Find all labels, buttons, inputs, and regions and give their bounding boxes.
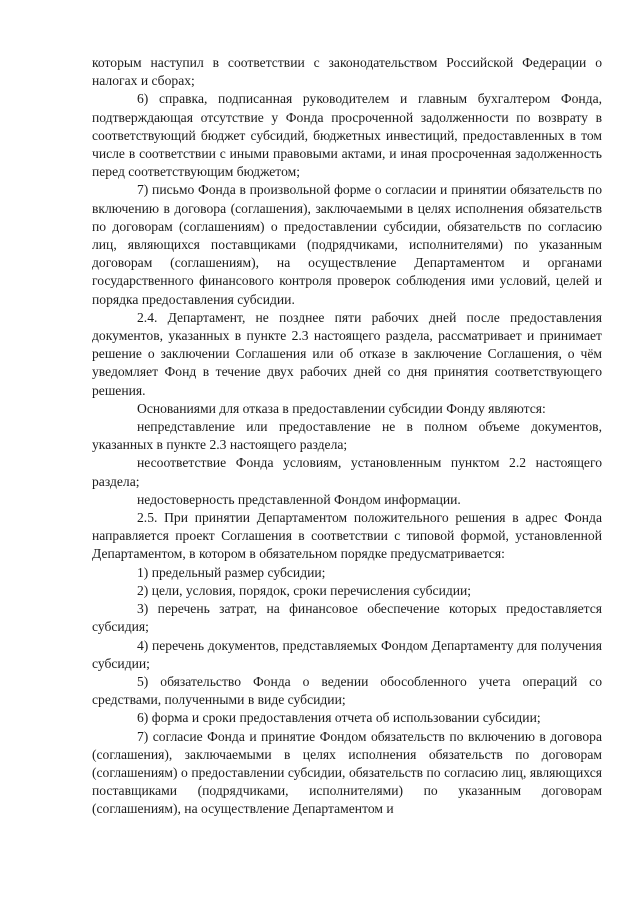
paragraph-11: 2) цели, условия, порядок, сроки перечисления субсидии; xyxy=(137,582,472,598)
paragraph-16: 7) согласие Фонда и принятие Фондом обязательств по включению в договора (соглашения), заключаемыми в целях исполнения обязательств по договорам (соглашениям) о предоставлении субсидии, обязательств по согласию лиц, являющихся поставщиками (подрядчиками, исполнителями) по указанным договорам (соглашениям), на осуществление Департаментом и xyxy=(92,728,602,817)
paragraph-6: непредставление или предоставление не в полном объеме документов, указанных в пункте 2.3 настоящего раздела; xyxy=(92,419,602,453)
paragraph-3: 7) письмо Фонда в произвольной форме о согласии и принятии обязательств по включению в договора (соглашения), заключаемыми в целях исполнения обязательств по договорам (соглашениям) о предоставлении субсидии, обязательств по согласию лиц, являющихся поставщиками (подрядчиками, исполнителями) по указанным договорам (соглашениям), на осуществление Департаментом и органами государственного финансового контроля проверок соблюдения ими условий, целей и порядка предоставления субсидии. xyxy=(92,182,602,307)
paragraph-14: 5) обязательство Фонда о ведении обособленного учета операций со средствами, полученными в виде субсидии; xyxy=(92,673,602,708)
paragraph-2: 6) справка, подписанная руководителем и главным бухгалтером Фонда, подтверждающая отсутствие у Фонда просроченной задолженности по возврату в соответствующий бюджет субсидий, бюджетных инвестиций, предоставленных в том числе в соответствии с иными правовыми актами, и иная просроченная задолженность перед соответствующим бюджетом; xyxy=(92,91,602,180)
paragraph-8: недостоверность представленной Фондом информации. xyxy=(137,491,461,507)
paragraph-5: Основаниями для отказа в предоставлении субсидии Фонду являются: xyxy=(137,400,546,416)
paragraph-13: 4) перечень документов, представляемых Фондом Департаменту для получения субсидии; xyxy=(92,637,602,671)
paragraph-4: 2.4. Департамент, не позднее пяти рабочих дней после предоставления документов, указанных в пункте 2.3 настоящего раздела, рассматривает и принимает решение о заключении Соглашения или об отказе в заключение Соглашения, о чём уведомляет Фонд в течение двух рабочих дней со дня принятия соответствующего решения. xyxy=(92,309,602,398)
paragraph-15: 6) форма и сроки предоставления отчета об использовании субсидии; xyxy=(137,710,541,726)
paragraph-1: которым наступил в соответствии с законодательством Российской Федерации о налогах и сборах; xyxy=(92,55,602,89)
paragraph-12: 3) перечень затрат, на финансовое обеспечение которых предоставляется субсидия; xyxy=(92,601,602,635)
document-body xyxy=(92,54,602,819)
paragraph-10: 1) предельный размер субсидии; xyxy=(137,564,326,580)
paragraph-9: 2.5. При принятии Департаментом положительного решения в адрес Фонда направляется проект Соглашения в соответствии с типовой формой, установленной Департаментом, в котором в обязательном порядке предусматривается: xyxy=(92,510,602,562)
paragraph-7: несоответствие Фонда условиям, установленным пунктом 2.2 настоящего раздела; xyxy=(92,455,602,489)
